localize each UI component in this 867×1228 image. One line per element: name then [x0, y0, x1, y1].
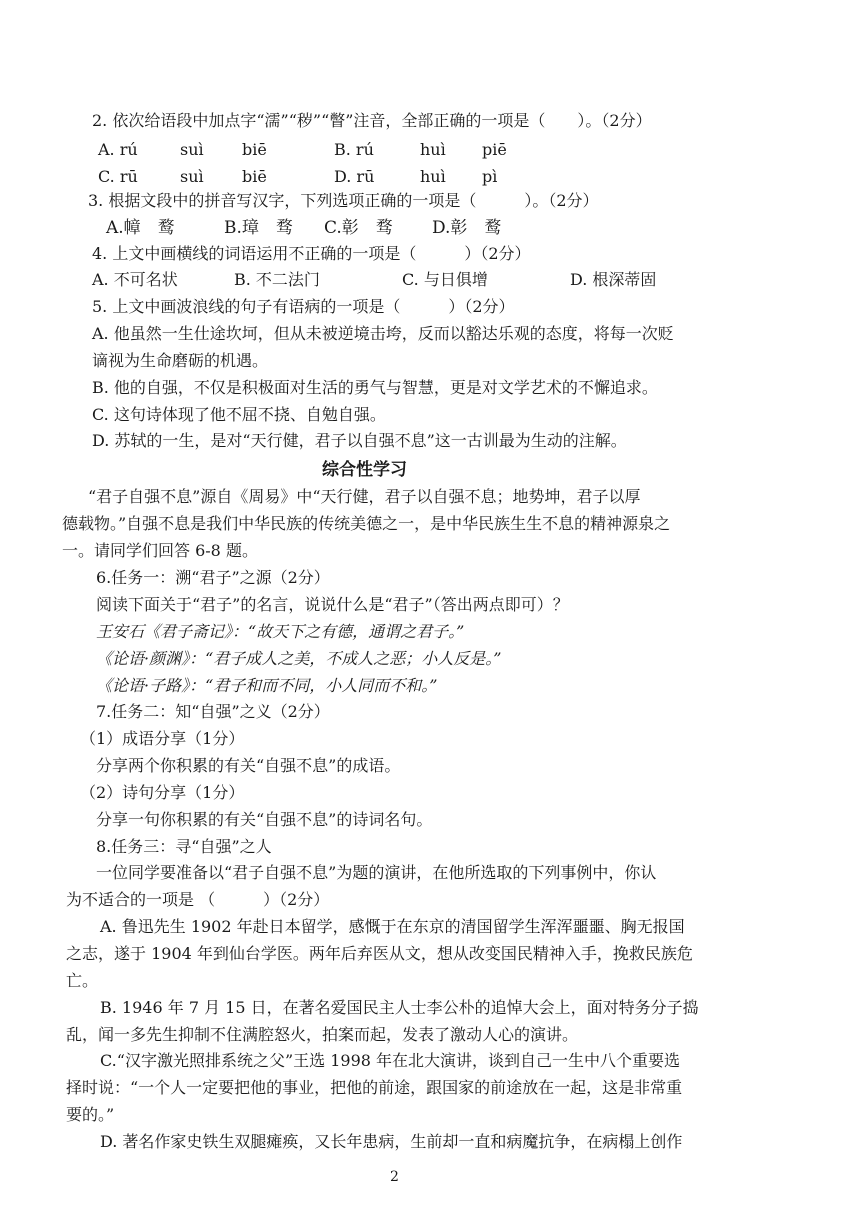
task1-quote-zilu: 《论语·子路》：“君子和而不同，小人同而不和。” — [96, 676, 438, 695]
q2-stem: 2. 依次给语段中加点字“濡”“秽”“瞥”注音，全部正确的一项是（ ）。（2分） — [92, 111, 652, 130]
q3-option-a: A.幛 鹜 — [106, 218, 175, 238]
q2-option-b-2: huì — [420, 140, 446, 159]
q5-stem: 5. 上文中画波浪线的句子有语病的一项是（ ）（2分） — [92, 297, 515, 316]
q2-option-c-3: biē — [242, 167, 267, 186]
q5-option-d: D. 苏轼的一生，是对“天行健，君子以自强不息”这一古训最为生动的注解。 — [92, 431, 627, 450]
q4-options — [92, 269, 680, 291]
task1-prompt: 阅读下面关于“君子”的名言，说说什么是“君子”（答出两点即可）？ — [96, 595, 569, 614]
q5-option-b: B. 他的自强，不仅是积极面对生活的勇气与智慧，更是对文学艺术的不懈追求。 — [92, 378, 658, 397]
section-intro-line3: 一。请同学们回答 6-8 题。 — [62, 541, 258, 560]
task3-option-c-line3: 要的。” — [66, 1105, 115, 1124]
task3-stem-line1: 一位同学要准备以“君子自强不息”为题的演讲，在他所选取的下列事例中，你认 — [96, 863, 657, 882]
q4-option-a: A. 不可名状 — [92, 270, 178, 289]
task3-option-d-line1: D. 著名作家史铁生双腿瘫痪，又长年患病，生前却一直和病魔抗争，在病榻上创作 — [100, 1132, 683, 1151]
q5-option-a-line1: A. 他虽然一生仕途坎坷，但从未被逆境击垮，反而以豁达乐观的态度，将每一次贬 — [92, 324, 674, 343]
q5-option-c: C. 这句诗体现了他不屈不挠、自勉自强。 — [92, 405, 386, 424]
q2-option-d-2: huì — [420, 167, 446, 186]
q2-option-c-2: suì — [180, 167, 204, 186]
q2-options-row2 — [98, 166, 542, 188]
section-heading: 综合性学习 — [322, 460, 407, 480]
q3-option-b: B.璋 骛 — [224, 218, 293, 238]
q4-option-d: D. 根深蒂固 — [570, 270, 657, 289]
q3-stem: 3. 根据文段中的拼音写汉字，下列选项正确的一项是（ ）。（2分） — [88, 191, 599, 210]
task1-quote-wanganshi: 王安石《君子斋记》：“故天下之有德，通谓之君子。” — [96, 622, 465, 641]
task3-option-c-line1: C.“汉字激光照排系统之父”王选 1998 年在北大演讲，谈到自己一生中八个重要选 — [100, 1051, 681, 1070]
q2-option-c: C. rū — [98, 167, 138, 186]
task1-quote-yanyuan: 《论语·颜渊》：“君子成人之美，不成人之恶；小人反是。” — [96, 649, 502, 668]
q4-option-c: C. 与日俱增 — [402, 270, 488, 289]
section-intro-line2: 德载物。”自强不息是我们中华民族的传统美德之一，是中华民族生生不息的精神源泉之 — [62, 514, 671, 533]
section-intro-line1: “君子自强不息”源自《周易》中“天行健，君子以自强不息；地势坤，君子以厚 — [88, 487, 641, 506]
q2-option-d: D. rū — [334, 167, 375, 186]
task3-option-a-line3: 亡。 — [66, 971, 99, 990]
task3-title: 8.任务三：寻“自强”之人 — [96, 837, 272, 856]
task2-sub1-title: （1）成语分享（1分） — [80, 729, 245, 748]
task3-option-b-line1: B. 1946 年 7 月 15 日，在著名爱国民主人士李公朴的追悼大会上，面对特务分子捣 — [100, 998, 699, 1017]
q3-option-c: C.彰 骛 — [324, 218, 393, 238]
task3-option-a-line1: A. 鲁迅先生 1902 年赴日本留学，感慨于在东京的清国留学生浑浑噩噩、胸无报国 — [100, 917, 685, 936]
q3-option-d: D.彰 鹜 — [432, 218, 502, 238]
q2-option-b: B. rú — [334, 140, 374, 159]
task3-option-c-line2: 择时说：“一个人一定要把他的事业，把他的前途，跟国家的前途放在一起，这是非常重 — [66, 1078, 683, 1097]
q5-option-a-line2: 谪视为生命磨砺的机遇。 — [92, 351, 269, 370]
q3-options — [106, 217, 532, 239]
q2-option-a-3: biē — [242, 140, 267, 159]
q2-option-d-3: pì — [482, 167, 498, 186]
q2-options-row1 — [98, 139, 542, 161]
q2-option-b-3: piē — [482, 140, 507, 159]
q2-option-a: A. rú — [98, 140, 138, 159]
task2-sub2-text: 分享一句你积累的有关“自强不息”的诗词名句。 — [96, 810, 433, 829]
task2-sub1-text: 分享两个你积累的有关“自强不息”的成语。 — [96, 756, 401, 775]
q4-option-b: B. 不二法门 — [234, 270, 320, 289]
q4-stem: 4. 上文中画横线的词语运用不正确的一项是（ ）（2分） — [92, 244, 531, 263]
task2-title: 7.任务二：知“自强”之义（2分） — [96, 702, 330, 721]
task3-option-b-line2: 乱，闻一多先生抑制不住满腔怒火，拍案而起，发表了激动人心的演讲。 — [66, 1025, 579, 1044]
task3-stem-line2: 为不适合的一项是 （ ）（2分） — [66, 890, 330, 909]
page-number: 2 — [390, 1169, 399, 1185]
q2-option-a-2: suì — [180, 140, 204, 159]
task3-option-a-line2: 之志，遂于 1904 年到仙台学医。两年后弃医从文，想从改变国民精神入手，挽救民族危 — [66, 944, 693, 963]
task1-title: 6.任务一：溯“君子”之源（2分） — [96, 568, 330, 587]
task2-sub2-title: （2）诗句分享（1分） — [80, 783, 245, 802]
